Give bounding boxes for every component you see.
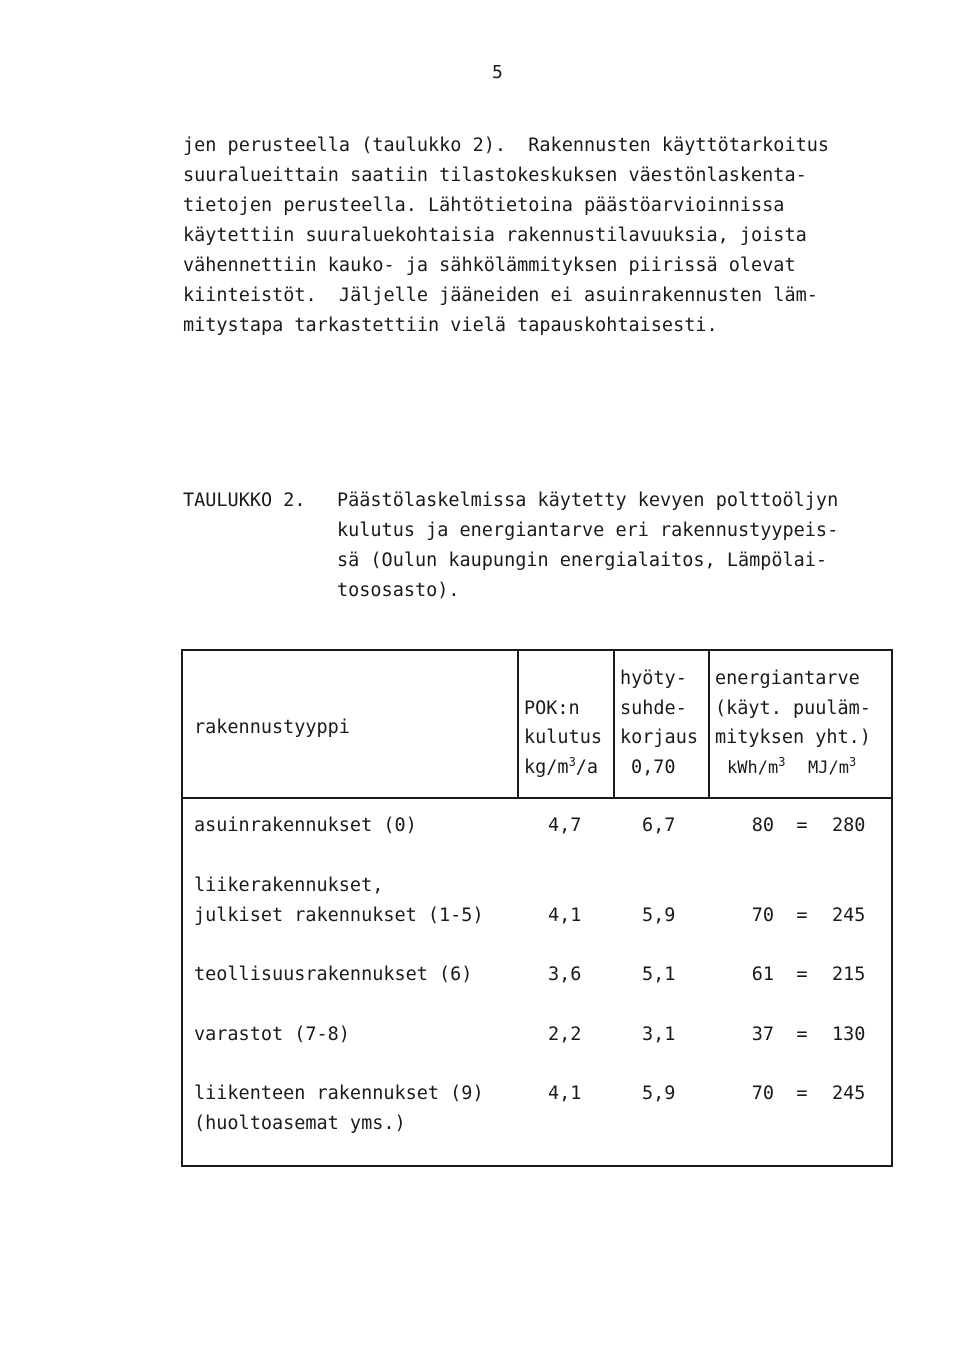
paragraph-line: jen perusteella (taulukko 2). Rakennusten käyttötarkoitus — [183, 135, 830, 156]
header-efficiency-line2: suhde- — [620, 698, 687, 719]
row-equals: = — [796, 1024, 808, 1045]
kwh-unit-sup: 3 — [778, 755, 786, 769]
row-equals: = — [796, 964, 808, 985]
pok-unit-sup: 3 — [568, 755, 576, 769]
header-efficiency-line3: korjaus — [620, 727, 698, 748]
header-energy-line2: (käyt. puuläm- — [715, 698, 871, 719]
row-corrected-value: 5,9 — [642, 905, 676, 926]
header-energy-unit-kwh — [727, 753, 785, 783]
paragraph-line: vähennettiin kauko- ja sähkölämmityksen piirissä olevat — [183, 255, 796, 276]
header-energy-line3: mityksen yht.) — [715, 727, 871, 748]
row-equals: = — [796, 1083, 808, 1104]
paragraph-line: kiinteistöt. Jäljelle jääneiden ei asuinrakennusten läm- — [183, 285, 818, 306]
column-divider — [613, 649, 615, 799]
column-divider — [517, 649, 519, 799]
column-divider — [708, 649, 710, 799]
page-number: 5 — [492, 62, 503, 83]
row-pok-value: 4,1 — [548, 905, 582, 926]
header-pok-unit — [524, 753, 598, 783]
row-equals: = — [796, 815, 808, 836]
paragraph-line: mitystapa tarkastettiin vielä tapauskohtaisesti. — [183, 315, 718, 336]
row-mj-value: 245 — [832, 1083, 866, 1104]
body-paragraph — [183, 131, 883, 341]
row-type: liikenteen rakennukset (9) — [194, 1083, 484, 1104]
row-type-cont: julkiset rakennukset (1-5) — [194, 905, 484, 926]
row-corrected-value: 6,7 — [642, 815, 676, 836]
row-corrected-value: 5,1 — [642, 964, 676, 985]
mj-unit-sup: 3 — [848, 755, 857, 769]
row-corrected-value: 3,1 — [642, 1024, 676, 1045]
row-equals: = — [796, 905, 808, 926]
table-caption-label: TAULUKKO 2. — [183, 490, 306, 511]
header-pok-line1: POK:n — [524, 698, 580, 719]
row-type-cont: (huoltoasemat yms.) — [194, 1113, 406, 1134]
header-efficiency-line1: hyöty- — [620, 668, 687, 689]
row-kwh-value: 61 — [751, 964, 774, 985]
header-building-type: rakennustyyppi — [194, 717, 350, 738]
paragraph-line: käytettiin suuraluekohtaisia rakennustilavuuksia, joista — [183, 225, 807, 246]
caption-line: kulutus ja energiantarve eri rakennustyypeis- — [337, 520, 839, 541]
row-type: asuinrakennukset (0) — [194, 815, 417, 836]
row-kwh-value: 37 — [751, 1024, 774, 1045]
row-kwh-value: 70 — [751, 1083, 774, 1104]
row-mj-value: 215 — [832, 964, 866, 985]
row-pok-value: 4,1 — [548, 1083, 582, 1104]
table-caption — [337, 486, 897, 606]
pok-unit-tail: /a — [575, 757, 599, 778]
header-efficiency-factor: 0,70 — [631, 757, 676, 778]
row-pok-value: 2,2 — [548, 1024, 582, 1045]
row-mj-value: 245 — [832, 905, 866, 926]
row-pok-value: 4,7 — [548, 815, 582, 836]
caption-line: sä (Oulun kaupungin energialaitos, Lämpölai- — [337, 550, 828, 571]
row-pok-value: 3,6 — [548, 964, 582, 985]
header-divider — [181, 797, 893, 799]
row-kwh-value: 80 — [751, 815, 774, 836]
mj-unit-base: MJ/m — [808, 758, 849, 778]
header-pok-line2: kulutus — [524, 727, 602, 748]
kwh-unit-base: kWh/m — [727, 758, 779, 778]
header-energy-line1: energiantarve — [715, 668, 860, 689]
caption-line: Päästölaskelmissa käytetty kevyen polttoöljyn — [337, 490, 839, 511]
row-type: varastot (7-8) — [194, 1024, 350, 1045]
row-corrected-value: 5,9 — [642, 1083, 676, 1104]
caption-line: tososasto). — [337, 580, 460, 601]
row-kwh-value: 70 — [751, 905, 774, 926]
row-type: teollisuusrakennukset (6) — [194, 964, 473, 985]
pok-unit-base: kg/m — [524, 757, 569, 778]
row-type: liikerakennukset, — [194, 875, 384, 896]
paragraph-line: suuralueittain saatiin tilastokeskuksen väestönlaskenta- — [183, 165, 807, 186]
paragraph-line: tietojen perusteella. Lähtötietoina päästöarvioinnissa — [183, 195, 785, 216]
row-mj-value: 280 — [832, 815, 866, 836]
row-mj-value: 130 — [832, 1024, 866, 1045]
header-energy-unit-mj — [808, 753, 856, 783]
